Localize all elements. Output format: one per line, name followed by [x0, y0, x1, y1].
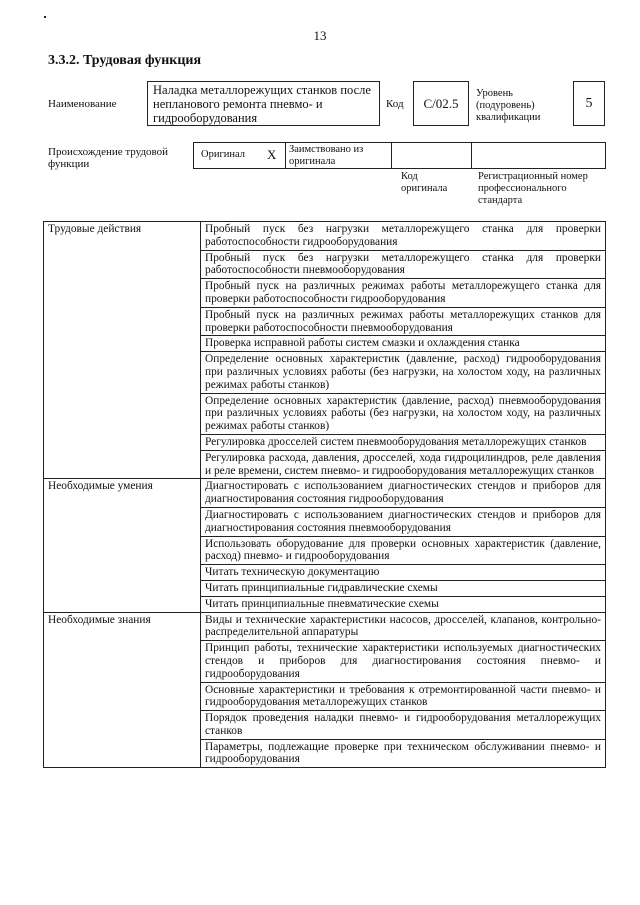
item-cell: Диагностировать с использованием диагностических стендов и приборов для диагностирования состояния гидрооборудования [201, 479, 606, 508]
item-cell: Параметры, подлежащие проверке при техническом обслуживании пневмо- и гидрооборудования [201, 739, 606, 768]
code-value: С/02.5 [423, 95, 459, 111]
item-cell: Порядок проведения наладки пневмо- и гидрооборудования металлорежущих станков [201, 711, 606, 740]
item-cell: Проверка исправной работы систем смазки и охлаждения станка [201, 336, 606, 352]
item-cell: Принцип работы, технические характеристики используемых диагностических стендов и приборов для диагностирования состояния пневмо- и гидрооборудования [201, 641, 606, 682]
reg-number-cell [472, 142, 606, 169]
item-cell: Пробный пуск без нагрузки металлорежущего станка для проверки работоспособности гидрооборудования [201, 222, 606, 251]
original-label: Оригинал [201, 149, 245, 160]
original-mark: X [267, 147, 277, 162]
item-cell: Регулировка дросселей систем пневмооборудования металлорежущих станков [201, 434, 606, 450]
item-cell: Определение основных характеристик (давление, расход) гидрооборудования при различных условиях работы (без нагрузки, на холостом ходу, на различных режимах работы станков) [201, 352, 606, 393]
table-row [44, 479, 606, 508]
borrowed-cell [286, 142, 392, 169]
item-cell: Диагностировать с использованием диагностических стендов и приборов для диагностирования состояния пневмооборудования [201, 507, 606, 536]
item-cell: Пробный пуск без нагрузки металлорежущего станка для проверки работоспособности пневмооборудования [201, 250, 606, 279]
original-code-caption: Код оригинала [401, 171, 448, 194]
level-value-box [573, 81, 605, 126]
item-cell: Регулировка расхода, давления, дросселей, хода гидроцилиндров, реле давления и реле времени, систем пневмо- и гидрооборудования металлорежущих станков [201, 450, 606, 479]
item-cell: Пробный пуск на различных режимах работы металлорежущего станка для проверки работоспособности гидрооборудования [201, 279, 606, 308]
item-cell: Использовать оборудование для проверки основных характеристик (давление, расход) пневмо- и гидрооборудования [201, 536, 606, 565]
borrowed-label: Заимствовано из оригинала [289, 144, 364, 167]
item-cell: Пробный пуск на различных режимах работы металлорежущих станков для проверки работоспособности пневмооборудования [201, 307, 606, 336]
level-label: Уровень (подуровень) квалификации [476, 88, 541, 123]
category-cell: Необходимые умения [44, 479, 201, 612]
level-value: 5 [585, 95, 593, 111]
reg-number-caption: Регистрационный номер профессионального стандарта [478, 171, 588, 206]
function-name-box: Наладка металлорежущих станков после непланового ремонта пневмо- и гидрооборудования [147, 81, 380, 126]
item-cell: Читать принципиальные гидравлические схемы [201, 580, 606, 596]
scan-dot [44, 16, 46, 18]
category-cell: Трудовые действия [44, 222, 201, 479]
page-number: 13 [313, 28, 327, 43]
category-cell: Необходимые знания [44, 612, 201, 768]
item-cell: Определение основных характеристик (давление, расход) пневмооборудования при различных условиях работы (без нагрузки, на холостом ходу, на различных режимах работы станков) [201, 393, 606, 434]
item-cell: Читать техническую документацию [201, 565, 606, 581]
labor-function-table [43, 221, 606, 768]
code-label: Код [386, 98, 404, 110]
table-row [44, 222, 606, 251]
section-title: 3.3.2. Трудовая функция [48, 53, 202, 68]
item-cell: Читать принципиальные пневматические схемы [201, 596, 606, 612]
name-label: Наименование [48, 98, 117, 110]
original-code-cell [392, 142, 472, 169]
item-cell: Основные характеристики и требования к отремонтированной части пневмо- и гидрооборудования металлорежущих станков [201, 682, 606, 711]
table-row [44, 612, 606, 641]
code-value-box [413, 81, 469, 126]
origin-row [193, 142, 606, 169]
item-cell: Виды и технические характеристики насосов, дросселей, клапанов, контрольно-распределительной аппаратуры [201, 612, 606, 641]
original-cell [193, 142, 286, 169]
origin-label: Происхождение трудовой функции [48, 146, 169, 170]
